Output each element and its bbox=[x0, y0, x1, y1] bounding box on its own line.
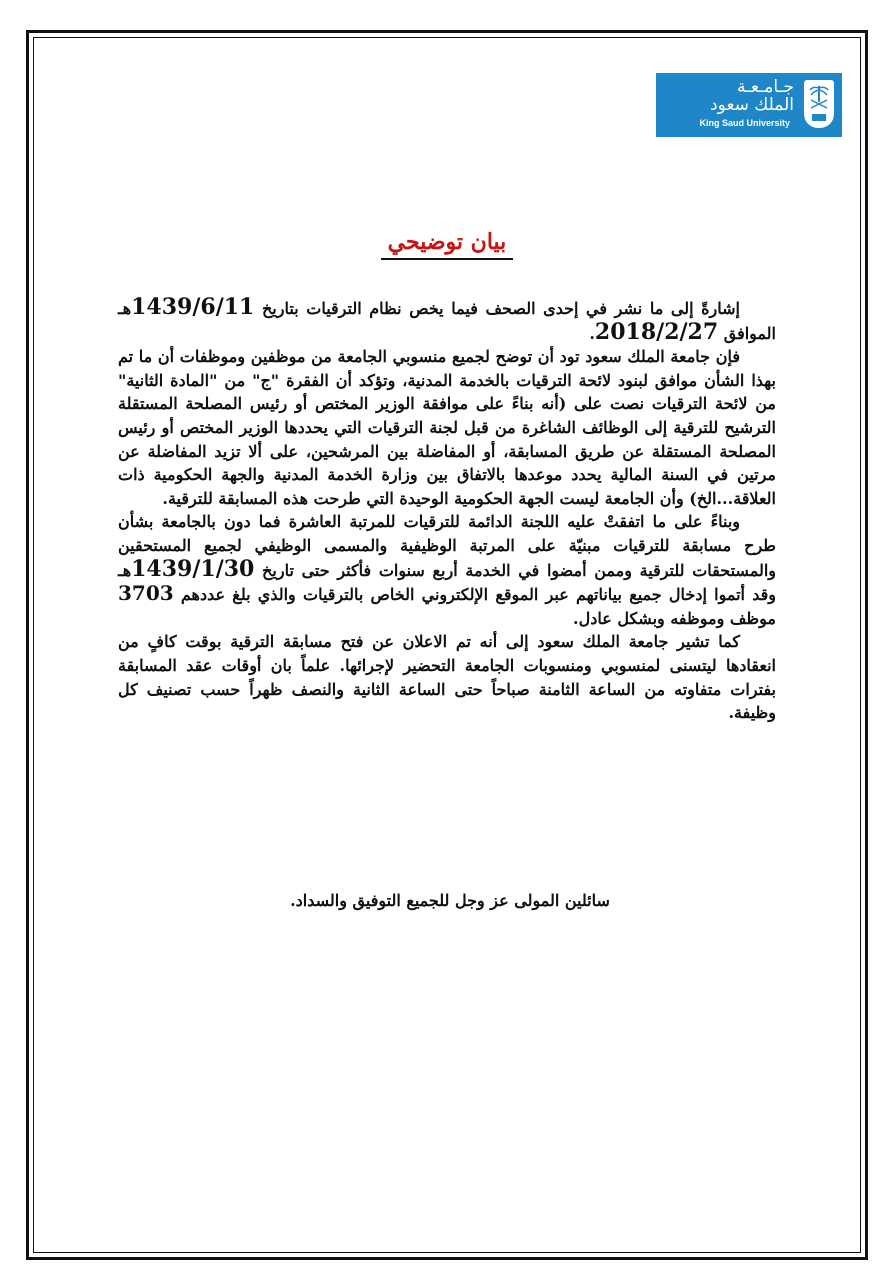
palm-swords-emblem-icon bbox=[804, 80, 834, 128]
logo-arabic-line2: الملك سعود bbox=[710, 95, 794, 115]
p1-date-gregorian: 2018/2/27 bbox=[594, 318, 719, 345]
p3-text-middle: هـ وقد أتموا إدخال جميع بياناتهم عبر الموقع الإلكتروني الخاص بالترقيات والذي بلغ عددهم bbox=[118, 560, 777, 605]
p3-date-hijri: 1439/1/30 bbox=[131, 555, 255, 582]
closing-line: سائلين المولى عز وجل للجميع التوفيق والسداد. bbox=[290, 891, 610, 910]
p1-date-hijri: 1439/6/11 bbox=[131, 294, 255, 320]
paragraph-4: كما تشير جامعة الملك سعود إلى أنه تم الاعلان عن فتح مسابقة الترقية بوقت كافٍ من انعقادها ليتسنى لمنسوبي ومنسوبات الجامعة التحضير لإجرائها. علماً بان أوقات عقد المسابقة بفترات متفاوته من الساعة الثامنة صباحاً حتى الساعة الثانية والنصف ظهراً حسب تصنيف كل وظيفة. bbox=[118, 632, 776, 723]
p1-text-middle: هـ الموافق bbox=[118, 299, 776, 343]
title-underline bbox=[381, 258, 513, 260]
p1-text-before: إشارةً إلى ما نشر في إحدى الصحف فيما يخص نظام الترقيات بتاريخ bbox=[254, 299, 740, 318]
university-logo bbox=[656, 73, 842, 137]
logo-arabic-line1: جـامـعـة bbox=[736, 77, 794, 97]
paragraph-3 bbox=[118, 510, 776, 630]
page-title: بيان توضيحي bbox=[387, 229, 507, 255]
logo-english-name: King Saud University bbox=[699, 118, 790, 128]
paragraph-1 bbox=[118, 296, 776, 345]
statement-body bbox=[118, 296, 776, 725]
p1-text-after: . bbox=[589, 323, 595, 343]
p3-employee-count: 3703 bbox=[118, 581, 174, 606]
p3-text-after: موظف وموظفه وبشكل عادل. bbox=[573, 608, 776, 628]
paragraph-2: فإن جامعة الملك سعود تود أن توضح لجميع منسوبي الجامعة من موظفين وموظفات أن ما تم بهذا الشأن موافق لبنود لائحة الترقيات بالخدمة المدنية، وتؤكد أن الفقرة "ج" من "المادة الثانية" من لائحة الترقيات نصت على (أنه بناءً على موافقة الوزير المختص أو رئيس المصلحة المستقلة الترشيح للترقية إلى الوظائف الشاغرة من قبل لجنة الترقيات التي يحددها الوزير المختص أو رئيس المصلحة المستقلة عن طريق المسابقة، أو المفاضلة بين المرشحين، على ألا تزيد المفاضلة عن مرتين في السنة المالية يحدد موعدها بالاتفاق بين وزارة الخدمة المدنية والجهة الحكومية ذات العلاقة...الخ) وأن الجامعة ليست الجهة الحكومية الوحيدة التي طرحت هذه المسابقة للترقية. bbox=[118, 347, 776, 508]
p3-text-before: وبناءً على ما اتفقتْ عليه اللجنة الدائمة للترقيات للمرتبة العاشرة فما دون بالجامعة بشأن طرح مسابقة للترقيات مبنيّة على المرتبة الوظيفية والمسمى الوظيفي لجميع المستحقين والمستحقات للترقية وممن أمضوا في الخدمة أربع سنوات فأكثر حتى تاريخ bbox=[118, 512, 776, 580]
